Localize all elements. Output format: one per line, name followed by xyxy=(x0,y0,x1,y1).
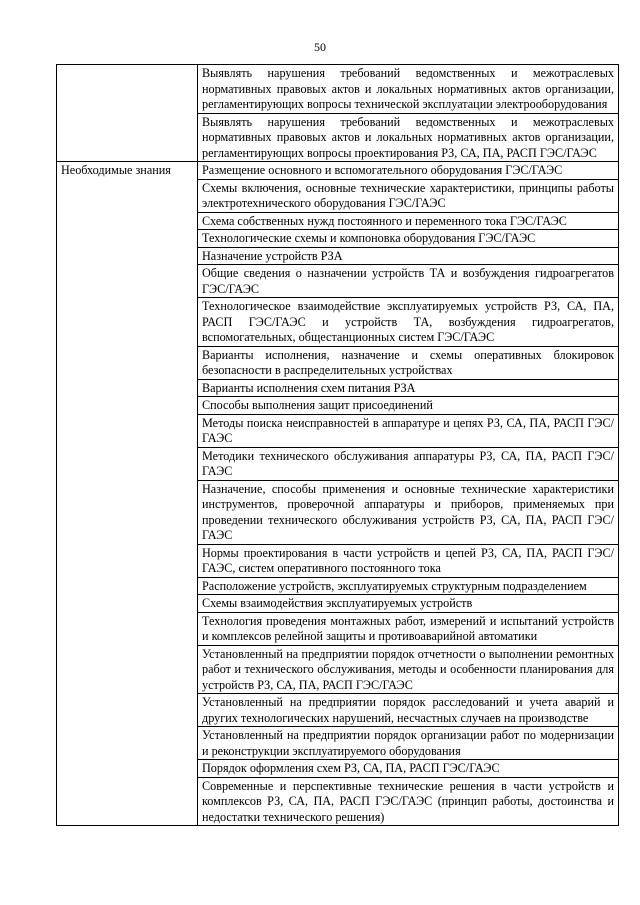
table-row xyxy=(57,65,619,114)
knowledge-item: Технологическое взаимодействие эксплуатируемых устройств РЗ, СА, ПА, РАСП ГЭС/ГАЭС и устройств ТА, возбуждения гидроагрегатов, вспомогательных, общестанционных систем ГЭС/ГАЭС xyxy=(198,298,619,347)
knowledge-item: Нормы проектирования в части устройств и цепей РЗ, СА, ПА, РАСП ГЭС/ГАЭС, систем оперативного постоянного тока xyxy=(198,544,619,577)
knowledge-item: Размещение основного и вспомогательного оборудования ГЭС/ГАЭС xyxy=(198,162,619,180)
knowledge-item: Технологические схемы и компоновка оборудования ГЭС/ГАЭС xyxy=(198,230,619,248)
page-number: 50 xyxy=(314,40,326,54)
knowledge-item: Технология проведения монтажных работ, измерений и испытаний устройств и комплексов релейной защиты и противоаварийной автоматики xyxy=(198,612,619,645)
skill-item: Выявлять нарушения требований ведомственных и межотраслевых нормативных правовых актов и локальных нормативных актов организации, регламентирующих вопросы технической эксплуатации электрооборудования xyxy=(198,65,619,114)
knowledge-item: Назначение, способы применения и основные технические характеристики инструментов, проверочной аппаратуры и приборов, применяемых при проведении технического обслуживания устройств РЗ, СА, ПА, РАСП ГЭС/ГАЭС xyxy=(198,480,619,544)
knowledge-label: Необходимые знания xyxy=(57,162,198,826)
table-row xyxy=(57,162,619,180)
knowledge-item: Методики технического обслуживания аппаратуры РЗ, СА, ПА, РАСП ГЭС/ГАЭС xyxy=(198,447,619,480)
knowledge-item: Современные и перспективные технические решения в части устройств и комплексов РЗ, СА, ПА, РАСП ГЭС/ГАЭС (принцип работы, достоинства и недостатки технического решения) xyxy=(198,777,619,826)
knowledge-item: Установленный на предприятии порядок организации работ по модернизации и реконструкции эксплуатируемого оборудования xyxy=(198,727,619,760)
knowledge-item: Установленный на предприятии порядок отчетности о выполнении ремонтных работ и технического обслуживания, методы и особенности планирования для устройств РЗ, СА, ПА, РАСП ГЭС/ГАЭС xyxy=(198,645,619,694)
knowledge-item: Способы выполнения защит присоединений xyxy=(198,397,619,415)
knowledge-item: Общие сведения о назначении устройств ТА и возбуждения гидроагрегатов ГЭС/ГАЭС xyxy=(198,265,619,298)
knowledge-item: Методы поиска неисправностей в аппаратуре и цепях РЗ, СА, ПА, РАСП ГЭС/ГАЭС xyxy=(198,414,619,447)
knowledge-item: Установленный на предприятии порядок расследований и учета аварий и других технологических нарушений, несчастных случаев на производстве xyxy=(198,694,619,727)
knowledge-item: Назначение устройств РЗА xyxy=(198,247,619,265)
requirements-table xyxy=(56,64,619,826)
knowledge-item: Варианты исполнения схем питания РЗА xyxy=(198,379,619,397)
skill-item: Выявлять нарушения требований ведомственных и межотраслевых нормативных правовых актов и локальных нормативных актов организации, регламентирующих вопросы проектирования РЗ, СА, ПА, РАСП ГЭС/ГАЭС xyxy=(198,113,619,162)
skills-label-cell xyxy=(57,65,198,162)
knowledge-item: Схема собственных нужд постоянного и переменного тока ГЭС/ГАЭС xyxy=(198,212,619,230)
knowledge-item: Схемы взаимодействия эксплуатируемых устройств xyxy=(198,595,619,613)
knowledge-item: Расположение устройств, эксплуатируемых структурным подразделением xyxy=(198,577,619,595)
knowledge-item: Порядок оформления схем РЗ, СА, ПА, РАСП ГЭС/ГАЭС xyxy=(198,760,619,778)
knowledge-item: Варианты исполнения, назначение и схемы оперативных блокировок безопасности в распределительных устройствах xyxy=(198,346,619,379)
knowledge-item: Схемы включения, основные технические характеристики, принципы работы электротехнического оборудования ГЭС/ГАЭС xyxy=(198,179,619,212)
